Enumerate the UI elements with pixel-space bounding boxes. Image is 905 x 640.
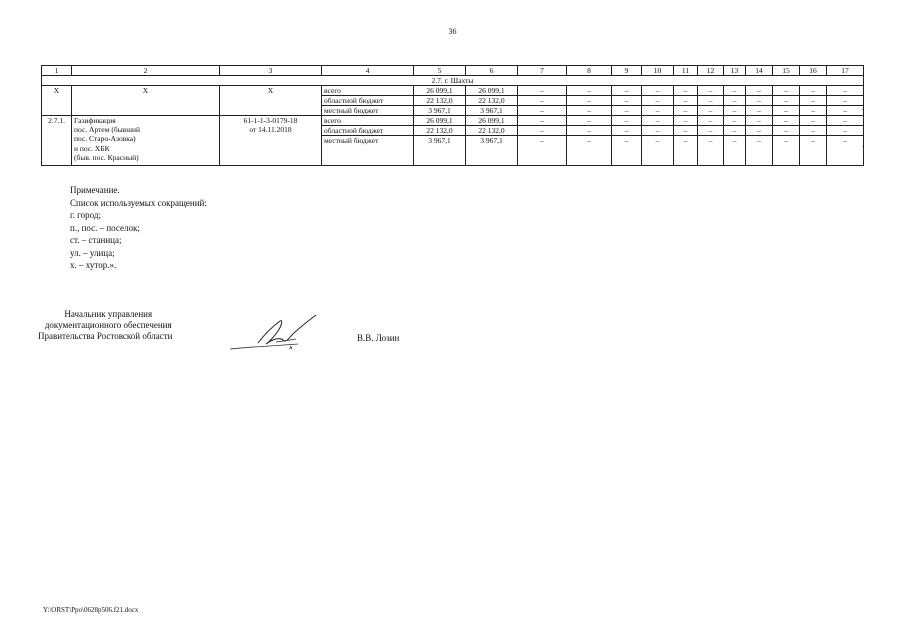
empty-dash-cell: – — [724, 86, 746, 96]
empty-dash-cell: – — [518, 96, 567, 106]
empty-dash-cell: – — [773, 86, 800, 96]
header-cell: 16 — [800, 66, 827, 76]
empty-dash-cell: – — [612, 96, 642, 106]
empty-dash-cell: – — [698, 86, 724, 96]
funding-source: всего — [322, 116, 414, 126]
notes-title: Примечание. — [70, 185, 120, 195]
empty-dash-cell: – — [698, 136, 724, 166]
empty-dash-cell: – — [612, 106, 642, 116]
funding-source: областной бюджет — [322, 126, 414, 136]
notes-block — [70, 184, 207, 272]
page-number: 36 — [448, 27, 457, 36]
table-header-row — [42, 66, 864, 76]
empty-dash-cell: – — [642, 126, 674, 136]
handwritten-signature — [228, 313, 338, 355]
empty-dash-cell: – — [724, 136, 746, 166]
notes-subtitle: Список используемых сокращений: — [70, 197, 207, 208]
empty-dash-cell: – — [800, 86, 827, 96]
object-name-line: пос. Артем (бывший — [74, 125, 141, 135]
empty-dash-cell: – — [800, 106, 827, 116]
table-row — [42, 86, 864, 96]
empty-dash-cell: – — [827, 116, 864, 126]
empty-dash-cell: – — [642, 96, 674, 106]
empty-dash-cell: – — [567, 86, 612, 96]
object-code — [220, 116, 322, 166]
object-name: X — [72, 86, 220, 116]
empty-dash-cell: – — [612, 116, 642, 126]
empty-dash-cell: – — [567, 116, 612, 126]
empty-dash-cell: – — [567, 106, 612, 116]
amount-total: 26 099,1 — [414, 116, 466, 126]
amount-year: 22 132,0 — [466, 126, 518, 136]
header-cell: 6 — [466, 66, 518, 76]
funding-source: местный бюджет — [322, 106, 414, 116]
empty-dash-cell: – — [612, 126, 642, 136]
empty-dash-cell: – — [698, 116, 724, 126]
empty-dash-cell: – — [773, 126, 800, 136]
empty-dash-cell: – — [674, 96, 698, 106]
role-line: Правительства Ростовской области — [38, 331, 173, 342]
empty-dash-cell: – — [827, 96, 864, 106]
amount-total: 3 967,1 — [414, 106, 466, 116]
header-cell: 13 — [724, 66, 746, 76]
group-x — [42, 86, 864, 116]
header-cell: 1 — [42, 66, 72, 76]
object-code-line: 61-1-1-3-0179-18 — [243, 116, 298, 125]
empty-dash-cell: – — [642, 86, 674, 96]
table-row — [42, 116, 864, 126]
object-name — [72, 116, 220, 166]
empty-dash-cell: – — [800, 116, 827, 126]
row-number: 2.7.1. — [42, 116, 72, 166]
empty-dash-cell: – — [800, 96, 827, 106]
empty-dash-cell: – — [612, 136, 642, 166]
right-margin-mark: . — [862, 103, 864, 112]
header-cell: 9 — [612, 66, 642, 76]
empty-dash-cell: – — [773, 116, 800, 126]
header-cell: 7 — [518, 66, 567, 76]
empty-dash-cell: – — [674, 116, 698, 126]
object-name-line: и пос. ХБК — [74, 143, 110, 153]
right-margin-mark: . — [862, 140, 864, 149]
empty-dash-cell: – — [827, 136, 864, 166]
object-code: X — [220, 86, 322, 116]
header-cell: 4 — [322, 66, 414, 76]
empty-dash-cell: – — [518, 126, 567, 136]
header-cell: 15 — [773, 66, 800, 76]
abbreviation-item: ст. – станица; — [70, 235, 122, 245]
empty-dash-cell: – — [518, 106, 567, 116]
amount-year: 26 099,1 — [466, 116, 518, 126]
role-line: документационного обеспечения — [44, 320, 172, 331]
empty-dash-cell: – — [642, 116, 674, 126]
section-row — [42, 76, 864, 86]
abbreviation-item: х. – хутор.». — [70, 260, 117, 270]
empty-dash-cell: – — [612, 86, 642, 96]
empty-dash-cell: – — [567, 126, 612, 136]
empty-dash-cell: – — [724, 106, 746, 116]
empty-dash-cell: – — [674, 126, 698, 136]
file-path-footer: Y:\ORST\Ppo\0628p506.f21.docx — [43, 606, 139, 614]
empty-dash-cell: – — [674, 106, 698, 116]
group-2-7-1 — [42, 116, 864, 166]
object-code-line: от 14.11.2018 — [249, 125, 292, 135]
amount-year: 26 099,1 — [466, 86, 518, 96]
empty-dash-cell: – — [724, 116, 746, 126]
header-cell: 10 — [642, 66, 674, 76]
empty-dash-cell: – — [746, 116, 773, 126]
empty-dash-cell: – — [827, 106, 864, 116]
empty-dash-cell: – — [746, 96, 773, 106]
empty-dash-cell: – — [518, 136, 567, 166]
amount-total: 3 967,1 — [414, 136, 466, 166]
empty-dash-cell: – — [773, 136, 800, 166]
amount-total: 26 099,1 — [414, 86, 466, 96]
empty-dash-cell: – — [746, 136, 773, 166]
empty-dash-cell: – — [642, 136, 674, 166]
empty-dash-cell: – — [642, 106, 674, 116]
empty-dash-cell: – — [674, 136, 698, 166]
header-cell: 3 — [220, 66, 322, 76]
header-cell: 8 — [567, 66, 612, 76]
empty-dash-cell: – — [827, 126, 864, 136]
empty-dash-cell: – — [567, 96, 612, 106]
empty-dash-cell: – — [827, 86, 864, 96]
empty-dash-cell: – — [746, 126, 773, 136]
empty-dash-cell: – — [698, 106, 724, 116]
signatory-role — [38, 309, 173, 343]
empty-dash-cell: – — [724, 126, 746, 136]
header-cell: 17 — [827, 66, 864, 76]
amount-year: 3 967,1 — [466, 136, 518, 166]
amount-total: 22 132,0 — [414, 126, 466, 136]
object-name-line: (быв. пос. Красный) — [74, 152, 139, 162]
empty-dash-cell: – — [698, 96, 724, 106]
signatory-name: В.В. Лозин — [357, 333, 400, 343]
row-number: X — [42, 86, 72, 116]
role-line: Начальник управления — [64, 309, 153, 319]
amount-total: 22 132,0 — [414, 96, 466, 106]
amount-year: 22 132,0 — [466, 96, 518, 106]
abbreviation-item: ул. – улица; — [70, 247, 115, 258]
empty-dash-cell: – — [698, 126, 724, 136]
empty-dash-cell: – — [773, 96, 800, 106]
empty-dash-cell: – — [746, 106, 773, 116]
object-name-line: пос. Старо-Азовка) — [74, 134, 136, 144]
header-cell: 11 — [674, 66, 698, 76]
header-cell: 5 — [414, 66, 466, 76]
empty-dash-cell: – — [800, 126, 827, 136]
object-name-line: Газификация — [74, 116, 116, 125]
empty-dash-cell: – — [518, 86, 567, 96]
funding-source: всего — [322, 86, 414, 96]
abbreviation-item: п., пос. – поселок; — [70, 222, 140, 233]
budget-table — [41, 65, 864, 166]
funding-source: местный бюджет — [322, 136, 414, 166]
empty-dash-cell: – — [518, 116, 567, 126]
header-cell: 12 — [698, 66, 724, 76]
header-cell: 2 — [72, 66, 220, 76]
empty-dash-cell: – — [746, 86, 773, 96]
amount-year: 3 967,1 — [466, 106, 518, 116]
empty-dash-cell: – — [773, 106, 800, 116]
empty-dash-cell: – — [800, 136, 827, 166]
section-title: 2.7. г. Шахты — [42, 76, 864, 86]
funding-source: областной бюджет — [322, 96, 414, 106]
empty-dash-cell: – — [567, 136, 612, 166]
header-cell: 14 — [746, 66, 773, 76]
abbreviation-item: г. город; — [70, 210, 101, 220]
empty-dash-cell: – — [674, 86, 698, 96]
empty-dash-cell: – — [724, 96, 746, 106]
